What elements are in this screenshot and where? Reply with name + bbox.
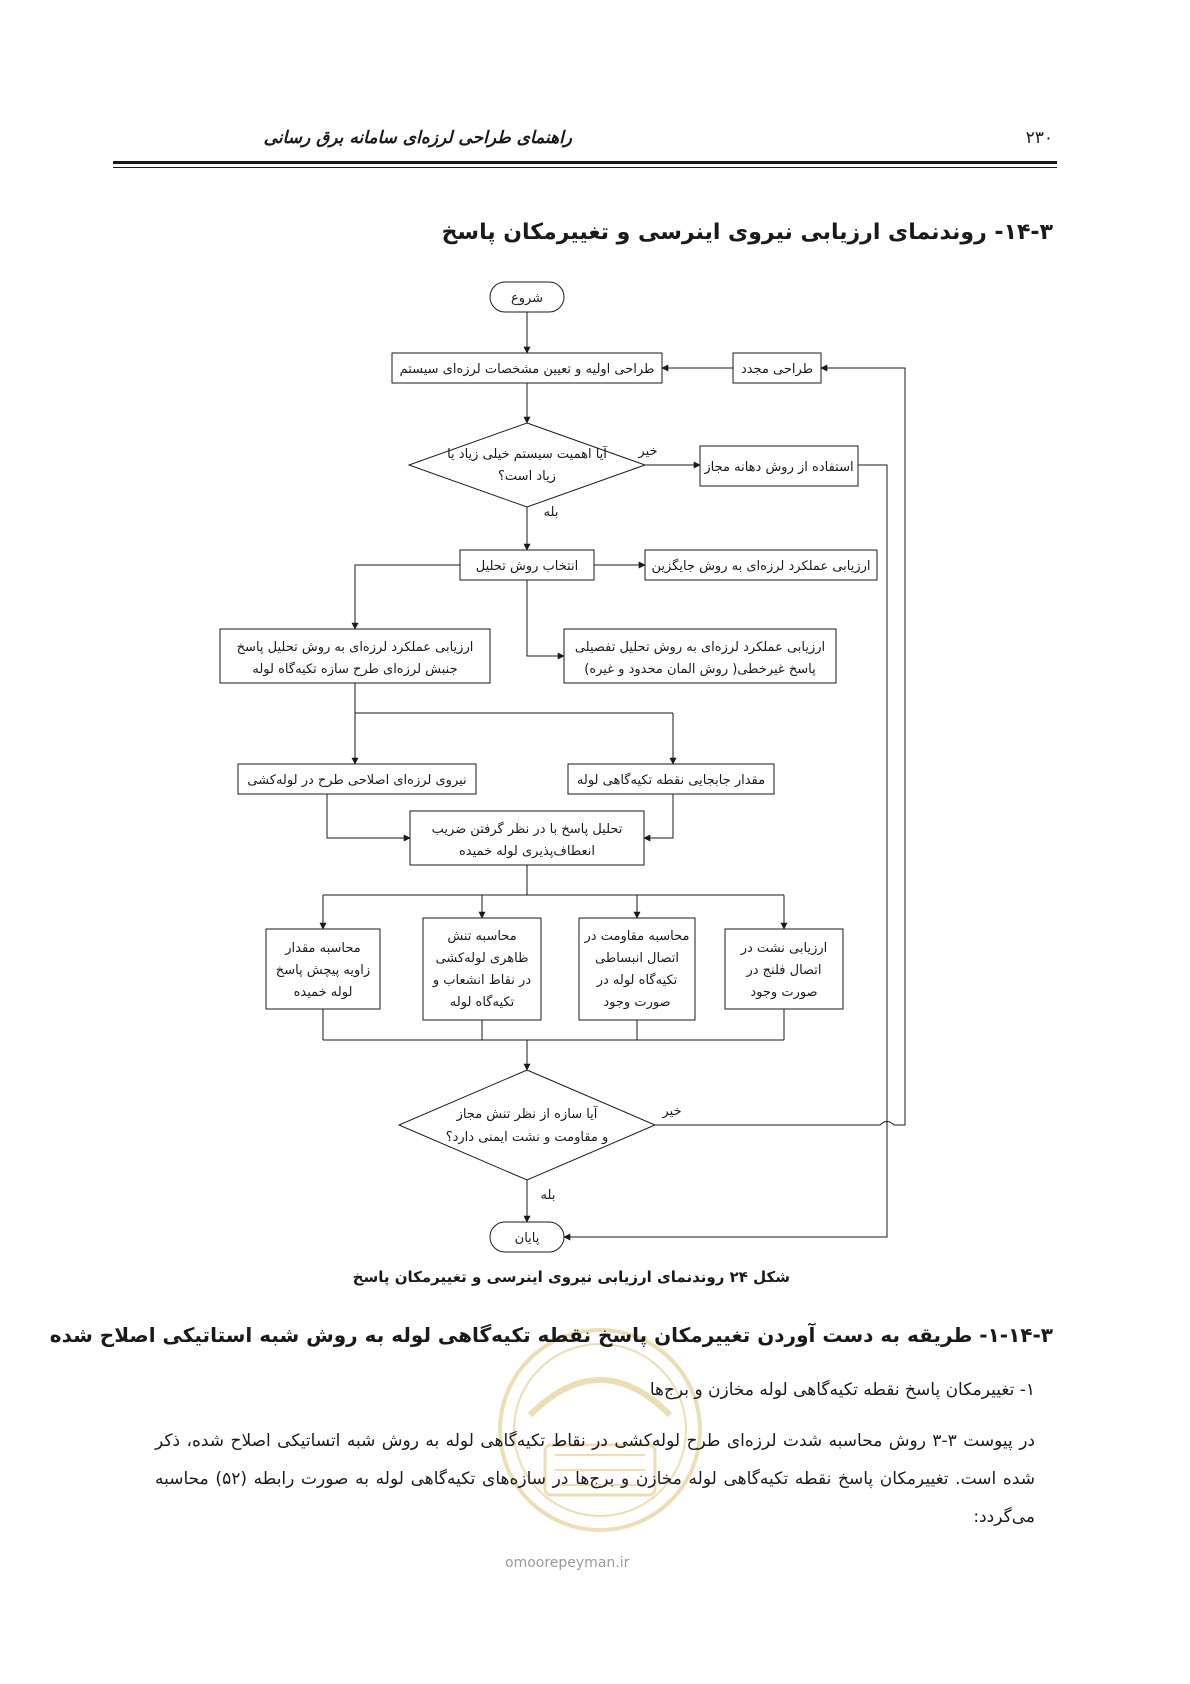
yes-label-1: بله xyxy=(543,505,559,520)
twist-line3: لوله خمیده xyxy=(293,985,353,1000)
alternative-method-label: ارزیابی عملکرد لرزه‌ای به روش جایگزین xyxy=(651,559,871,574)
initial-design-label: طراحی اولیه و تعیین مشخصات لرزه‌ای سیستم xyxy=(399,362,655,377)
response-analysis-line2: جنبش لرزه‌ای طرح سازه تکیه‌گاه لوله xyxy=(252,662,458,677)
start-label: شروع xyxy=(510,291,544,306)
decision2-line2: و مقاومت و نشت ایمنی دارد؟ xyxy=(445,1130,609,1145)
leakage-line2: اتصال فلنج در xyxy=(746,963,822,978)
stress-line1: محاسبه تنش xyxy=(447,929,517,944)
expansion-line4: صورت وجود xyxy=(603,995,671,1010)
detailed-analysis-line1: ارزیابی عملکرد لرزه‌ای به روش تحلیل تفصیلی xyxy=(574,640,826,655)
yes-label-2: بله xyxy=(540,1188,556,1203)
response-analysis-line1: ارزیابی عملکرد لرزه‌ای به روش تحلیل پاسخ xyxy=(236,640,474,655)
stress-line4: تکیه‌گاه لوله xyxy=(449,995,515,1010)
expansion-line2: اتصال انبساطی xyxy=(595,951,679,966)
twist-line1: محاسبه مقدار xyxy=(285,941,361,956)
subsection-heading: ۱-۱۴-۳- طریقه به دست آوردن تغییرمکان پاسخ نقطه تکیه‌گاهی لوله به روش شبه استاتیکی اصلاح شده xyxy=(49,1323,1053,1347)
running-header-title: راهنمای طراحی لرزه‌ای سامانه برق رسانی xyxy=(263,128,572,148)
stress-line3: در نقاط انشعاب و xyxy=(432,973,532,988)
expansion-line3: تکیه‌گاه لوله در xyxy=(596,973,678,988)
no-label-2: خیر xyxy=(662,1104,682,1119)
leakage-line3: صورت وجود xyxy=(750,985,818,1000)
select-method-label: انتخاب روش تحلیل xyxy=(475,559,579,574)
no-label-1: خیر xyxy=(638,444,658,459)
support-displacement-label: مقدار جابجایی نقطه تکیه‌گاهی لوله xyxy=(576,773,766,788)
page-number: ۲۳۰ xyxy=(1025,128,1053,148)
detailed-analysis-line2: پاسخ غیرخطی( روش المان محدود و غیره) xyxy=(584,662,816,677)
end-label: پایان xyxy=(514,1231,540,1246)
list-item-1: ۱- تغییرمکان پاسخ نقطه تکیه‌گاهی لوله مخازن و برج‌ها xyxy=(649,1380,1035,1400)
decision1-line2: زیاد است؟ xyxy=(498,469,556,484)
redesign-label: طراحی مجدد xyxy=(740,362,814,377)
body-paragraph: در پیوست ۳-۳ روش محاسبه شدت لرزه‌ای طرح لوله‌کشی در نقاط تکیه‌گاهی لوله به روش شبه اتساتیکی اصلاح شده، ذکر شده است. تغییرمکان پاسخ نقطه تکیه‌گاهی لوله مخازن و برج‌ها در سازه‌های تکیه‌گاهی لوله به صورت رابطه (۵۲) محاسبه می‌گردد: xyxy=(155,1431,1036,1527)
flexibility-line1: تحلیل پاسخ با در نظر گرفتن ضریب xyxy=(431,822,623,837)
decision-safety xyxy=(399,1070,655,1180)
allowable-span-label: استفاده از روش دهانه مجاز xyxy=(704,460,854,475)
section-heading: ۱۴-۳- روندنمای ارزیابی نیروی اینرسی و تغییرمکان پاسخ xyxy=(441,220,1053,245)
expansion-line1: محاسبه مقاومت در xyxy=(584,929,690,944)
leakage-line1: ارزیابی نشت در xyxy=(740,941,828,956)
twist-line2: زاویه پیچش پاسخ xyxy=(275,963,371,978)
decision1-line1: آیا اهمیت سیستم خیلی زیاد یا xyxy=(447,447,607,462)
decision-importance xyxy=(409,423,645,507)
figure-caption: شکل ۲۴ روندنمای ارزیابی نیروی اینرسی و تغییرمکان پاسخ xyxy=(352,1268,790,1286)
stress-line2: ظاهری لوله‌کشی xyxy=(435,951,529,966)
decision2-line1: آیا سازه از نظر تنش مجاز xyxy=(456,1107,598,1122)
corrected-force-label: نیروی لرزه‌ای اصلاحی طرح در لوله‌کشی xyxy=(247,773,467,788)
flexibility-line2: انعطاف‌پذیری لوله خمیده xyxy=(459,844,595,859)
watermark-site: omoorepeyman.ir xyxy=(505,1555,630,1571)
